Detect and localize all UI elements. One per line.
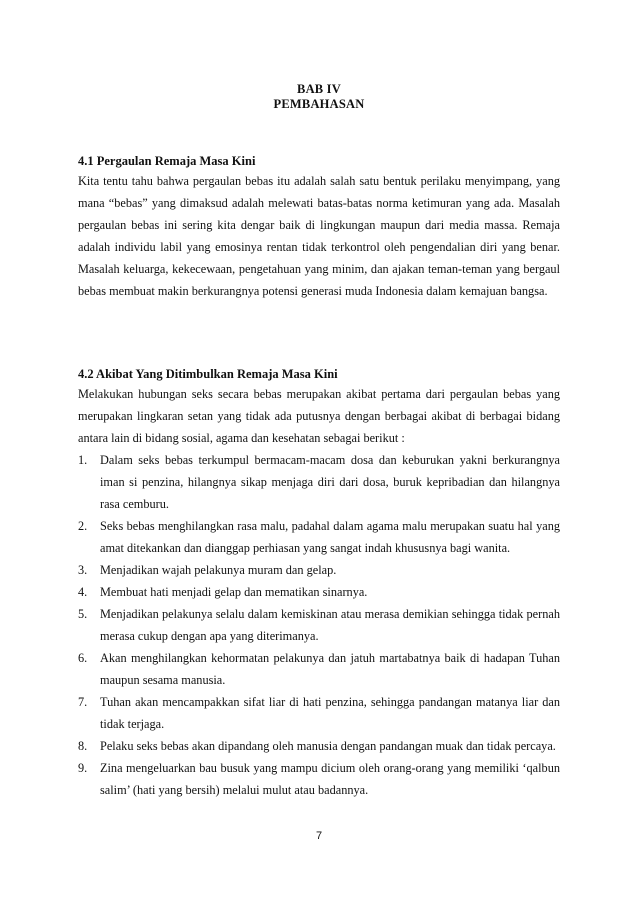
section-4-2	[78, 365, 560, 801]
list-number: 3.	[78, 563, 88, 577]
list-number: 8.	[78, 739, 88, 753]
chapter-label: BAB IV	[297, 82, 341, 96]
list-text: Pelaku seks bebas akan dipandang oleh manusia dengan pandangan muak dan tidak percaya.	[100, 739, 556, 753]
list-item	[78, 559, 560, 581]
list-text: Membuat hati menjadi gelap dan mematikan sinarnya.	[100, 585, 368, 599]
list-item	[78, 581, 560, 603]
list-text: Akan menghilangkan kehormatan pelakunya dan jatuh martabatnya baik di hadapan Tuhan maupun sesama manusia.	[100, 651, 560, 687]
list-text: Seks bebas menghilangkan rasa malu, padahal dalam agama malu merupakan suatu hal yang amat ditekankan dan dianggap perhiasan yang sangat indah khususnya bagi wanita.	[100, 519, 560, 555]
list-number: 4.	[78, 585, 88, 599]
chapter-title: PEMBAHASAN	[273, 97, 365, 111]
section-paragraph: Kita tentu tahu bahwa pergaulan bebas itu adalah salah satu bentuk perilaku menyimpang, yang mana “bebas” yang dimaksud adalah melewati batas-batas norma ketimuran yang ada. Masalah pergaulan bebas ini sering kita dengar baik di lingkungan maupun dari media massa. Remaja adalah individu labil yang emosinya rentan tidak terkontrol oleh pengendalian diri yang benar. Masalah keluarga, kekecewaan, pengetahuan yang minim, dan ajakan teman-teman yang bergaul bebas membuat makin berkurangnya potensi generasi muda Indonesia dalam kemajuan bangsa.	[78, 174, 560, 298]
section-heading: 4.2 Akibat Yang Ditimbulkan Remaja Masa Kini	[78, 367, 338, 381]
list-item	[78, 449, 560, 515]
list-text: Zina mengeluarkan bau busuk yang mampu dicium oleh orang-orang yang memiliki ‘qalbun salim’ (hati yang bersih) melalui mulut atau badannya.	[100, 761, 560, 797]
list-item	[78, 647, 560, 691]
list-number: 1.	[78, 453, 88, 467]
section-4-1	[78, 152, 560, 302]
list-item	[78, 691, 560, 735]
list-number: 5.	[78, 607, 88, 621]
section-paragraph: Melakukan hubungan seks secara bebas merupakan akibat pertama dari pergaulan bebas yang merupakan lingkaran setan yang tidak ada putusnya dengan berbagai akibat di berbagai bidang antara lain di bidang sosial, agama dan kesehatan sebagai berikut :	[78, 387, 560, 445]
list-text: Tuhan akan mencampakkan sifat liar di hati penzina, sehingga pandangan matanya liar dan tidak terjaga.	[100, 695, 560, 731]
page-number: 7	[315, 830, 323, 842]
list-item	[78, 735, 560, 757]
list-item	[78, 515, 560, 559]
list-number: 7.	[78, 695, 88, 709]
consequence-list	[78, 449, 560, 801]
list-number: 2.	[78, 519, 88, 533]
list-text: Dalam seks bebas terkumpul bermacam-macam dosa dan keburukan yakni berkurangnya iman si penzina, hilangnya sikap menjaga diri dari dosa, buruk kepribadian dan hilangnya rasa cemburu.	[100, 453, 560, 511]
list-number: 6.	[78, 651, 88, 665]
list-item	[78, 603, 560, 647]
list-number: 9.	[78, 761, 88, 775]
list-item	[78, 757, 560, 801]
list-text: Menjadikan pelakunya selalu dalam kemiskinan atau merasa demikian sehingga tidak pernah merasa cukup dengan apa yang diterimanya.	[100, 607, 560, 643]
section-heading: 4.1 Pergaulan Remaja Masa Kini	[78, 154, 256, 168]
list-text: Menjadikan wajah pelakunya muram dan gelap.	[100, 563, 337, 577]
